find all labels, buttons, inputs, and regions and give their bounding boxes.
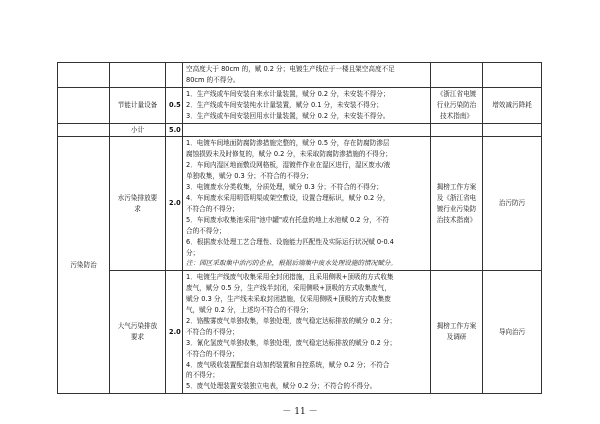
item-label-line: 水污染排放要 (117, 193, 158, 202)
criteria-note: 注：园区采取集中治污的企业，根据后端集中废水处理设施的情况赋分。 (186, 259, 397, 268)
basis-cell (431, 137, 483, 271)
criteria-line: 1．生产线或车间安装自来水计量装置，赋分 0.2 分，未安装不得分； (186, 89, 390, 98)
criteria-line: 腐蚀损毁未及时修复的，赋分 0.2 分，未采取防腐防渗措施的不得分； (186, 150, 392, 159)
remark-cell-empty (483, 63, 542, 88)
criteria-line: 合的不得分； (186, 226, 226, 235)
category-cell-empty (58, 63, 110, 88)
criteria-cell (183, 137, 431, 271)
criteria-line: 5．车间废水收集池采用"池中罐"或有托盘的地上水池赋 0.2 分，不符 (186, 215, 389, 224)
criteria-line: 1．电镀车间地面防腐防渗措施完整的，赋分 0.5 分，存在防腐防渗层 (186, 139, 390, 148)
table-row-continuation (58, 63, 542, 88)
criteria-line: 分； (186, 248, 200, 257)
remark-cell: 导向治污 (483, 271, 542, 394)
criteria-line: 不符合的不得分； (186, 204, 239, 213)
criteria-line: 3．氰化氢废气单独收集，单独处理，废气稳定达标排放的赋分 0.2 分； (186, 338, 397, 347)
basis-line: 技术指南》 (440, 111, 473, 120)
criteria-line: 气，赋分 0.2 分，上述均不符合的不得分； (186, 306, 313, 315)
table-row-subtotal (58, 123, 542, 137)
subtotal-label: 小计 (110, 123, 166, 137)
criteria-line: 的不得分； (186, 371, 219, 380)
basis-line: 行业污染防治 (436, 100, 477, 109)
basis-cell (431, 87, 483, 123)
criteria-line: 3．生产线或车间安装回用水计量装置，赋分 0.2 分，未安装不得分。 (186, 111, 390, 120)
item-label-line: 求 (134, 204, 141, 213)
category-cell-empty (58, 123, 110, 137)
basis-line: 《浙江省电镀 (436, 89, 477, 98)
basis-cell-empty (431, 123, 483, 137)
criteria-line: 空高度大于 80cm 的，赋 0.2 分；电镀生产线位于一楼且架空高度不足 (186, 65, 395, 73)
remark-cell: 增效减污降耗 (483, 87, 542, 123)
criteria-line: 3．电镀废水分类收集，分质处理，赋分 0.3 分；不符合的不得分； (186, 183, 383, 192)
item-label: 节能计量设备 (110, 87, 166, 123)
criteria-line: 1．电镀生产线废气收集采用全封闭措施，且采用侧吸+顶吸的方式收集 (186, 273, 394, 282)
criteria-line: 5．废气处理装置安装独立电表，赋分 0.2 分；不符合的不得分。 (186, 382, 377, 391)
basis-line: 及《浙江省电 (436, 193, 477, 202)
criteria-line: 4．车间废水采用明管明渠或架空敷设，设置合理标识，赋分 0.2 分， (186, 193, 390, 202)
criteria-line: 不符合的不得分； (186, 327, 239, 336)
criteria-line: 80cm 的不得分。 (186, 75, 240, 84)
score-value: 2.0 (166, 271, 183, 394)
criteria-line: 废气，赋分 0.5 分，生产线半封闭，采用侧吸+顶吸的方式收集废气， (186, 284, 391, 293)
criteria-cell (183, 63, 431, 88)
criteria-line: 4．废气吸收装置配套自动加药装置和自控系统，赋分 0.2 分；不符合 (186, 360, 390, 369)
remark-cell-empty (483, 123, 542, 137)
item-label-line: 要求 (130, 333, 145, 342)
table-row-air-pollution (58, 271, 542, 394)
basis-cell-empty (431, 63, 483, 88)
criteria-line: 赋分 0.3 分，生产线未采取封闭措施，仅采用侧吸+顶吸的方式收集废 (186, 295, 391, 304)
basis-line: 揭榜工作方案 (436, 322, 477, 331)
basis-line: 镀行业污染防 (436, 204, 477, 213)
criteria-line: 2．铬酸雾废气单独收集，单独处理，废气稳定达标排放的赋分 0.2 分； (186, 316, 397, 325)
basis-line: 揭榜工作方案 (436, 183, 477, 192)
remark-cell: 治污防污 (483, 137, 542, 271)
page-number: － 11 － (282, 407, 318, 417)
score-value: 0.5 (166, 87, 183, 123)
criteria-line: 不符合的不得分； (186, 349, 239, 358)
subtotal-score: 5.0 (166, 123, 183, 137)
criteria-line: 6．根据废水处理工艺合理性、设施能力匹配性及实际运行状况赋 0-0.4 (186, 237, 394, 246)
item-cell-empty (110, 63, 166, 88)
criteria-cell (183, 87, 431, 123)
criteria-line: 2．生产线或车间安装纯水计量装置，赋分 0.1 分，未安装不得分； (186, 100, 383, 109)
item-label (110, 271, 166, 394)
table-row-water-pollution (58, 137, 542, 271)
category-label: 污染防治 (58, 137, 110, 394)
category-cell-empty (58, 87, 110, 123)
table-row-water-meter (58, 87, 542, 123)
scoring-table (57, 62, 542, 394)
criteria-cell-empty (183, 123, 431, 137)
score-value: 2.0 (166, 137, 183, 271)
basis-cell (431, 271, 483, 394)
criteria-cell (183, 271, 431, 394)
basis-line: 治技术指南》 (436, 215, 477, 224)
score-cell-empty (166, 63, 183, 88)
basis-line: 及调研 (446, 333, 467, 342)
item-label (110, 137, 166, 271)
criteria-line: 单独收集，赋分 0.3 分；不符合的不得分； (186, 172, 313, 181)
item-label-line: 大气污染排放 (117, 322, 158, 331)
criteria-line: 2．车间内湿区地面敷设网格板，湿镀件作业在湿区进行，湿区废水/液 (186, 161, 391, 170)
